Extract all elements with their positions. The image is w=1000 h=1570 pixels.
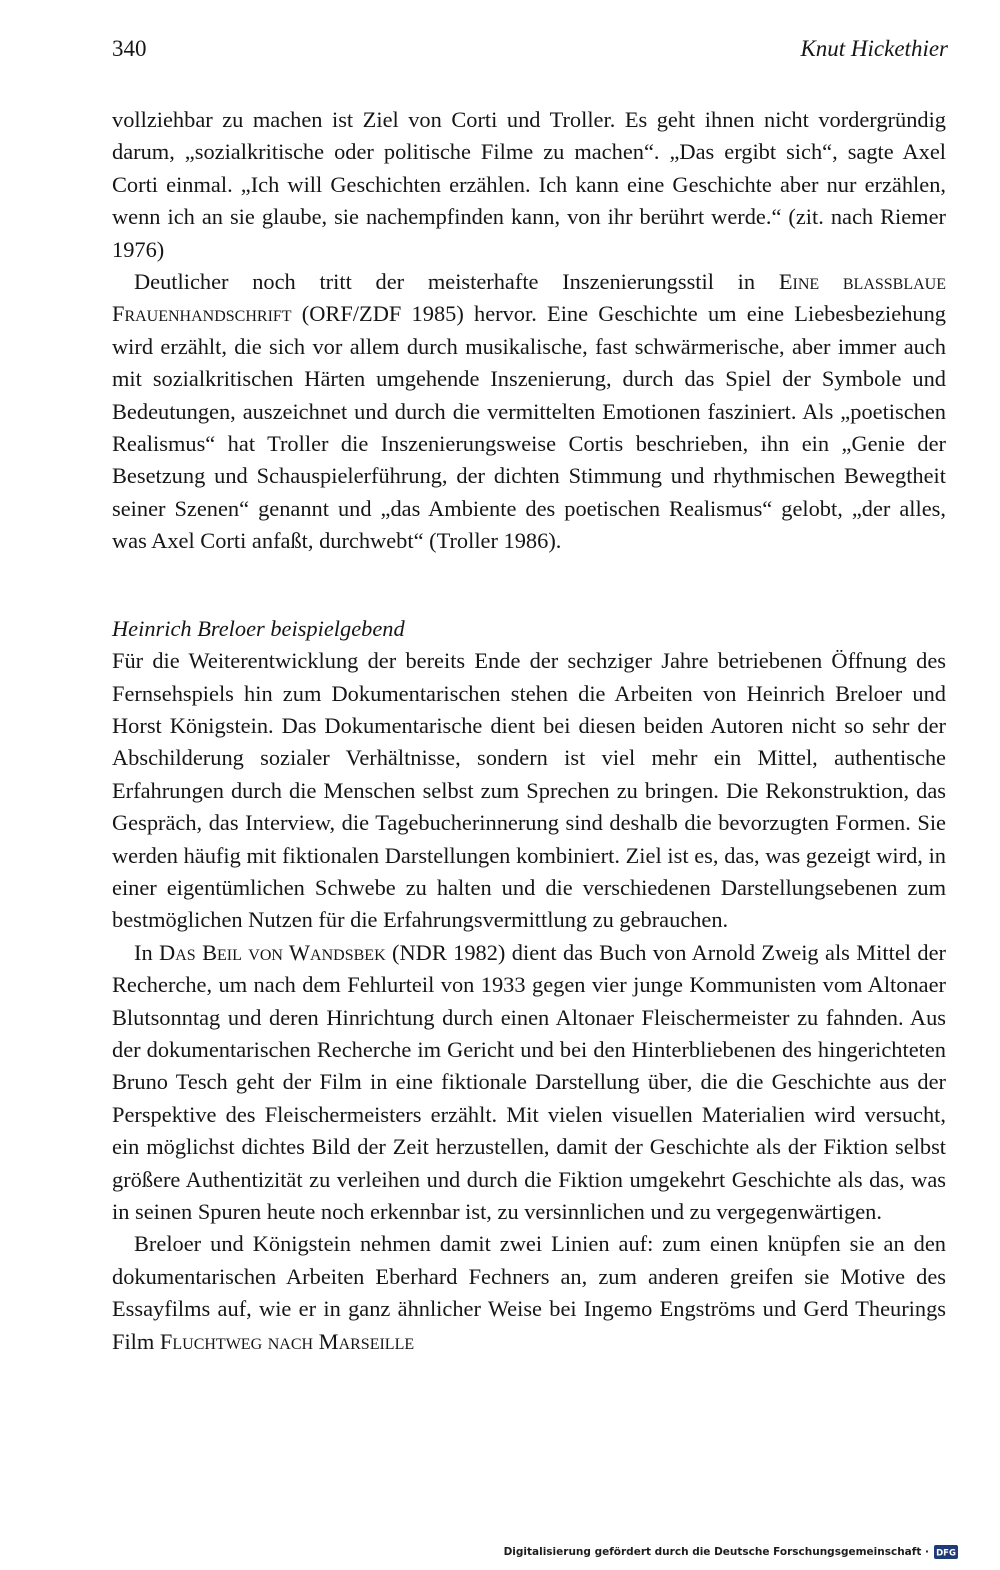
film-title-blassblaue: Eine blassblaue Frauenhandschrift (112, 269, 946, 327)
running-header (112, 36, 948, 70)
paragraph-5 (112, 1228, 946, 1358)
body-text (112, 104, 946, 1358)
dfg-logo-text: DFG (936, 1548, 956, 1558)
film-title-fluchtweg: Fluchtweg nach Marseille (159, 1328, 415, 1354)
film-title-beil: Das Beil von Wandsbek (159, 939, 386, 965)
paragraph-5-lead: Breloer und Königstein nehmen damit zwei Linien auf: zum einen knüpfen sie an den dokumentarischen Arbeiten Eberhard Fechners an, zum anderen greifen sie Motive des Essayfilms auf, wie er in ganz ähnlicher Weise bei Ingemo Engströms und Gerd Theurings Film (112, 1231, 946, 1354)
paragraph-3: Für die Weiterentwicklung der bereits Ende der sechziger Jahre betriebenen Öffnung des Fernsehspiels hin zum Dokumentarischen stehen die Arbeiten von Heinrich Breloer und Horst Königstein. Das Dokumentarische dient bei diesen beiden Autoren nicht so sehr der Abschilderung sozialer Verhältnisse, sondern ist viel mehr ein Mittel, authentische Erfahrungen durch die Menschen selbst zum Sprechen zu bringen. Die Rekonstruktion, das Gespräch, das Interview, die Tagebucherinnerung sind deshalb die bevorzugten Formen. Sie werden häufig mit fiktionalen Darstellungen kombiniert. Ziel ist es, das, was gezeigt wird, in einer eigentümlichen Schwebe zu halten und die verschiedenen Darstellungsebenen zum bestmöglichen Nutzen für die Erfahrungsvermittlung zu gebrauchen. (112, 648, 946, 933)
dfg-logo-mark (935, 1546, 957, 1558)
paragraph-4-rest: (NDR 1982) dient das Buch von Arnold Zweig als Mittel der Recherche, um nach dem Fehlurteil von 1933 gegen vier junge Kommunisten vom Altonaer Blutsonntag und deren Hinrichtung durch einen Altonaer Fleischermeister zu fahnden. Aus der dokumentarischen Recherche im Gericht und bei den Hinterbliebenen des hingerichteten Bruno Tesch geht der Film in eine fiktionale Darstellung über, die die Geschichte aus der Perspektive des Fleischermeisters erzählt. Mit vielen visuellen Materialien wird versucht, ein möglichst dichtes Bild der Zeit herzustellen, damit der Geschichte als der Fiktion selbst größere Authentizität zu verleihen und durch die Fiktion umgekehrt Geschichte als das, was in seinen Spuren heute noch erkennbar ist, zu versinnlichen und zu vergegenwärtigen. (112, 939, 946, 1224)
paragraph-2-lead: Deutlicher noch tritt der meisterhafte Inszenierungsstil in (134, 269, 779, 295)
running-head-author: Knut Hickethier (800, 36, 948, 61)
dfg-logo (934, 1545, 958, 1559)
section-heading: Heinrich Breloer beispielgebend (112, 615, 405, 641)
credit-text: Digitalisierung gefördert durch die Deutsche Forschungsgemeinschaft · (503, 1546, 929, 1558)
paragraph-1: vollziehbar zu machen ist Ziel von Corti und Troller. Es geht ihnen nicht vordergründig darum, „sozialkritische oder politische Filme zu machen“. „Das ergibt sich“, sagte Axel Corti einmal. „Ich will Geschichten erzählen. Ich kann eine Geschichte aber nur erzählen, wenn ich an sie glaube, sie nachempfinden kann, von ihr berührt werde.“ (zit. nach Riemer 1976) (112, 107, 946, 262)
paragraph-4 (112, 937, 946, 1229)
page-number: 340 (112, 36, 147, 61)
paragraph-2-rest: (ORF/ZDF 1985) hervor. Eine Geschichte um eine Liebesbeziehung wird erzählt, die sich vor allem durch musikalische, fast schwärmerische, aber immer auch mit sozialkritischen Härten umgehende Inszenierung, durch das Spiel der Symbole und Bedeutungen, auszeichnet und durch die vermittelten Emotionen fasziniert. Als „poetischen Realismus“ hat Troller die Inszenierungsweise Cortis beschrieben, ihn ein „Genie der Besetzung und Schauspielerführung, der dichten Stimmung und rhythmischen Bewegtheit seiner Szenen“ genannt und „das Ambiente des poetischen Realismus“ gelobt, „der alles, was Axel Corti anfaßt, durchwebt“ (Troller 1986). (112, 301, 946, 554)
paragraph-2 (112, 266, 946, 558)
paragraph-4-lead: In (134, 939, 160, 965)
digitization-credit (504, 1544, 958, 1560)
